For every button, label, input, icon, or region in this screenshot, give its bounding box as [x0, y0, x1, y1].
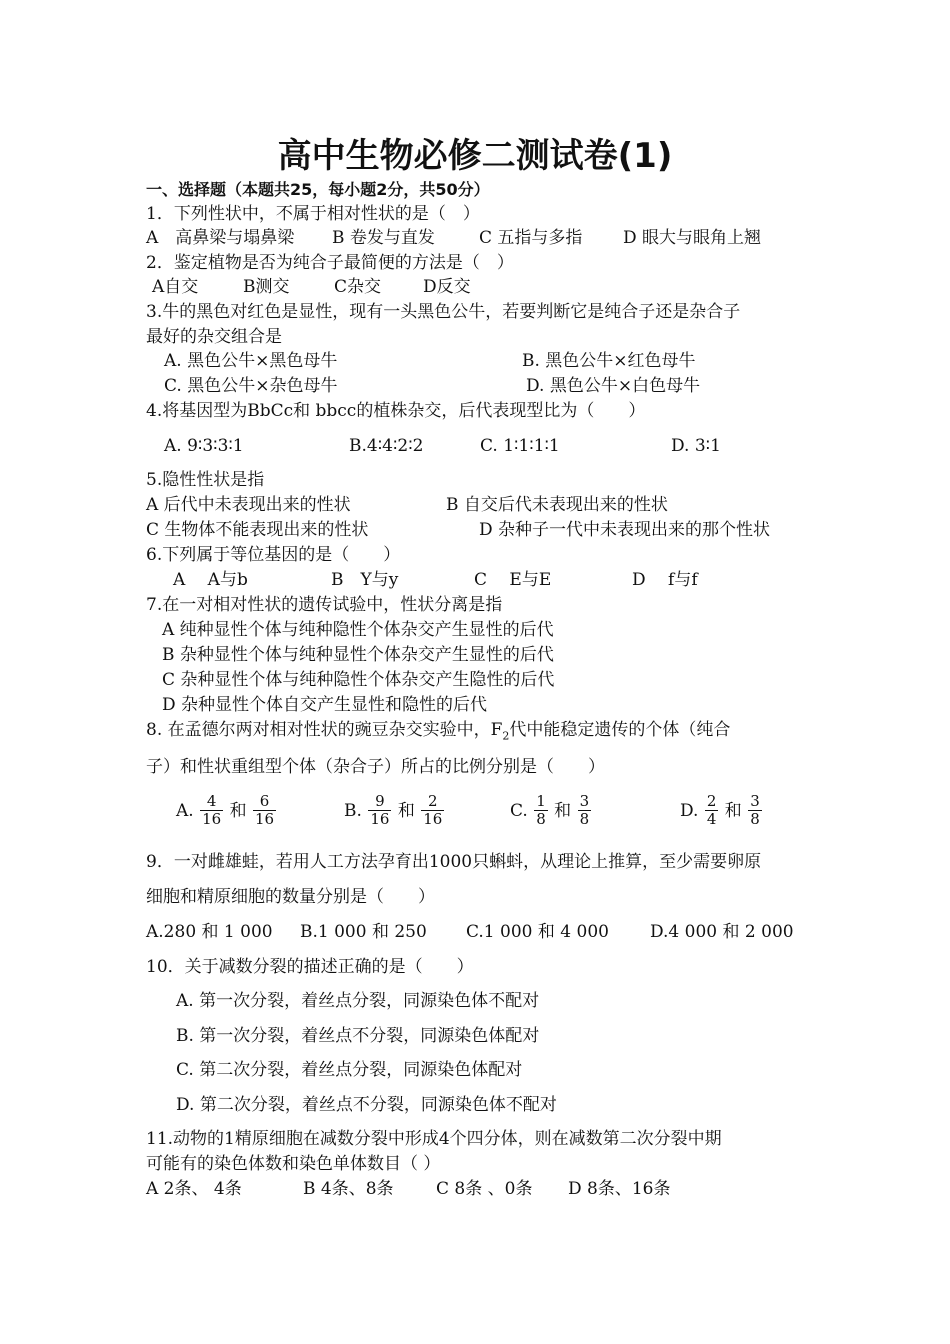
question-11-stem-line2: 可能有的染色体数和染色单体数目（ ） — [146, 1154, 441, 1174]
question-8-option-b: B. $\frac{9}{16}$ 和 $\frac{2}{16}$ — [344, 792, 443, 828]
question-6-option-c: C E与E — [474, 570, 552, 590]
fraction: $\frac{3}{8}$ — [750, 792, 760, 828]
question-6-option-b: B Y与y — [331, 570, 399, 590]
question-9-option-b: B.1 000 和 250 — [300, 922, 427, 942]
question-4-option-c: C. 1∶1∶1∶1 — [480, 436, 560, 456]
question-10-option-c: C. 第二次分裂，着丝点分裂，同源染色体配对 — [176, 1060, 523, 1080]
question-5-option-b: B 自交后代未表现出来的性状 — [446, 495, 668, 515]
question-5-stem: 5.隐性性状是指 — [146, 470, 265, 490]
question-4-stem: 4.将基因型为BbCc和 bbcc的植株杂交，后代表现型比为（ ） — [146, 401, 646, 421]
question-11-stem-line1: 11.动物的1精原细胞在减数分裂中形成4个四分体，则在减数第二次分裂中期 — [146, 1129, 722, 1149]
question-5-option-a: A 后代中未表现出来的性状 — [146, 495, 351, 515]
question-11-option-b: B 4条、8条 — [303, 1179, 394, 1199]
question-7-stem: 7.在一对相对性状的遗传试验中，性状分离是指 — [146, 595, 503, 615]
question-3-option-c: C. 黑色公牛×杂色母牛 — [164, 376, 338, 396]
question-3-option-a: A. 黑色公牛×黑色母牛 — [164, 351, 338, 371]
question-10-option-d: D. 第二次分裂，着丝点不分裂，同源染色体不配对 — [176, 1095, 557, 1115]
section-heading: 一、选择题（本题共25，每小题2分，共50分） — [146, 180, 490, 199]
question-11-option-d: D 8条、16条 — [568, 1179, 671, 1199]
question-5-option-c: C 生物体不能表现出来的性状 — [146, 520, 369, 540]
fraction: $\frac{6}{16}$ — [255, 792, 275, 828]
question-11-option-c: C 8条 、0条 — [436, 1179, 533, 1199]
question-1-option-d: D 眼大与眼角上翘 — [623, 228, 762, 248]
question-9-stem-line2: 细胞和精原细胞的数量分别是（ ） — [146, 887, 435, 907]
fraction: $\frac{2}{4}$ — [706, 792, 717, 828]
question-1-option-b: B 卷发与直发 — [332, 228, 435, 248]
question-2-option-a: A自交 — [152, 277, 199, 297]
question-4-option-b: B.4∶4∶2∶2 — [349, 436, 424, 456]
question-1-option-c: C 五指与多指 — [479, 228, 583, 248]
question-8-stem-line2: 子）和性状重组型个体（杂合子）所占的比例分别是（ ） — [146, 757, 605, 777]
question-8-stem-line1 — [146, 719, 730, 747]
question-1-option-a: A 高鼻梁与塌鼻梁 — [146, 228, 295, 248]
question-2-stem: 2．鉴定植物是否为纯合子最简便的方法是（ ） — [146, 253, 514, 273]
question-7-option-a: A 纯种显性个体与纯种隐性个体杂交产生显性的后代 — [162, 620, 554, 640]
question-8-stem-suffix: 代中能稳定遗传的个体（纯合 — [509, 720, 731, 740]
question-8-subscript: 2 — [502, 729, 510, 743]
fraction: $\frac{4}{16}$ — [202, 792, 222, 828]
question-6-option-a: A A与b — [173, 570, 248, 590]
question-7-option-b: B 杂种显性个体与纯种显性个体杂交产生显性的后代 — [162, 645, 554, 665]
question-3-option-d: D. 黑色公牛×白色母牛 — [526, 376, 701, 396]
question-4-option-a: A. 9∶3∶3∶1 — [164, 436, 244, 456]
question-2-option-c: C杂交 — [334, 277, 382, 297]
question-11-option-a: A 2条、 4条 — [146, 1179, 242, 1199]
question-10-option-b: B. 第一次分裂，着丝点不分裂，同源染色体配对 — [176, 1026, 540, 1046]
question-8-option-c: C. $\frac{1}{8}$ 和 $\frac{3}{8}$ — [510, 792, 590, 828]
question-7-option-c: C 杂种显性个体与纯种隐性个体杂交产生隐性的后代 — [162, 670, 555, 690]
fraction: $\frac{3}{8}$ — [579, 792, 590, 828]
question-3-stem-line1: 3.牛的黑色对红色是显性，现有一头黑色公牛，若要判断它是纯合子还是杂合子 — [146, 302, 741, 322]
question-8-option-a: A. $\frac{4}{16}$ 和 $\frac{6}{16}$ — [176, 792, 275, 828]
question-9-option-a: A.280 和 1 000 — [146, 922, 273, 942]
question-4-option-d: D. 3∶1 — [671, 436, 721, 456]
fraction: $\frac{2}{16}$ — [423, 792, 443, 828]
question-2-option-b: B测交 — [243, 277, 290, 297]
question-3-stem-line2: 最好的杂交组合是 — [146, 327, 282, 347]
question-2-option-d: D反交 — [423, 277, 471, 297]
question-8-option-d: D. $\frac{2}{4}$ 和 $\frac{3}{8}$ — [680, 792, 760, 828]
question-10-stem: 10．关于减数分裂的描述正确的是（ ） — [146, 957, 474, 977]
question-3-option-b: B. 黑色公牛×红色母牛 — [522, 351, 696, 371]
question-6-stem: 6.下列属于等位基因的是（ ） — [146, 545, 401, 565]
question-5-option-d: D 杂种子一代中未表现出来的那个性状 — [479, 520, 771, 540]
question-8-stem-prefix: 8. 在孟德尔两对相对性状的豌豆杂交实验中，F — [146, 720, 503, 740]
question-9-option-d: D.4 000 和 2 000 — [650, 922, 794, 942]
question-7-option-d: D 杂种显性个体自交产生显性和隐性的后代 — [162, 695, 488, 715]
page-title: 高中生物必修二测试卷(1) — [277, 136, 673, 176]
question-9-stem-line1: 9．一对雌雄蛙，若用人工方法孕育出1000只蝌蚪，从理论上推算，至少需要卵原 — [146, 852, 762, 872]
question-9-option-c: C.1 000 和 4 000 — [466, 922, 609, 942]
fraction: $\frac{1}{8}$ — [536, 792, 546, 828]
question-1-stem: 1．下列性状中，不属于相对性状的是（ ） — [146, 204, 480, 224]
fraction: $\frac{9}{16}$ — [370, 792, 390, 828]
question-10-option-a: A. 第一次分裂，着丝点分裂，同源染色体不配对 — [176, 991, 540, 1011]
question-6-option-d: D f与f — [632, 570, 698, 590]
